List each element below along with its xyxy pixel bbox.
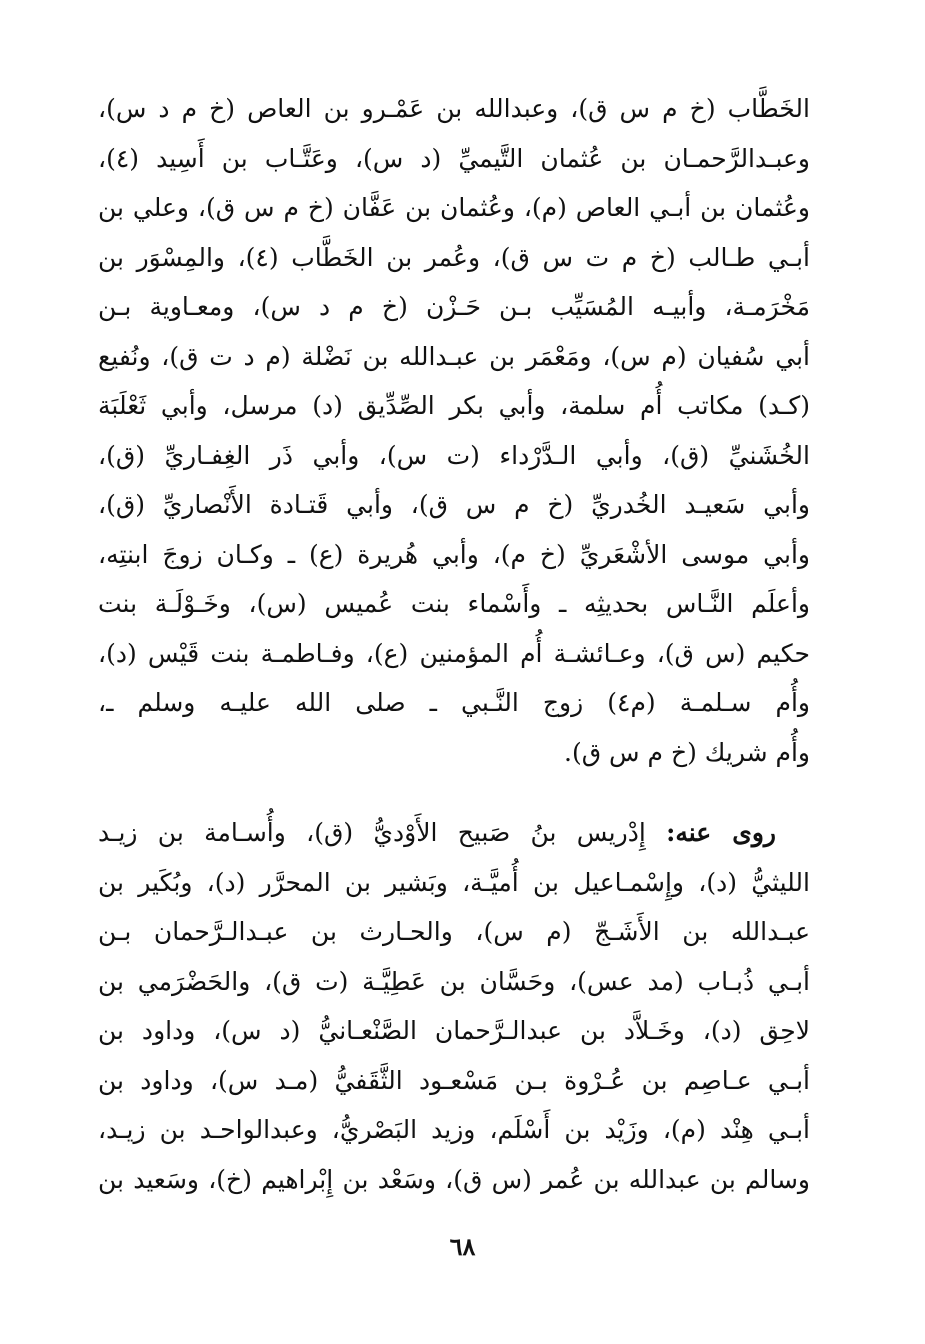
text-line: وعبـدالرَّحمـان بن عُثمان التَّيميِّ (د س)، وعَتَّـاب بن أَسِيد (٤)،	[98, 143, 810, 173]
text-line: أبي سُفيان (م س)، ومَعْمَر بن عبـدالله بن نَضْلة (م د ت ق)، ونُفيع	[98, 341, 810, 371]
text-line: الليثيُّ (د)، وإِسْمـاعيل بن أُميَّـة، وبَشير بن المحرَّر (د)، وبُكَير بن	[98, 867, 810, 897]
text-line: مَخْرَمـة، وأبيـه المُسَيِّب بـن حَـزْن (خ م د س)، ومعـاوية بـن	[98, 292, 810, 321]
text-line: وأُم شريك (خ م س ق).	[564, 737, 810, 767]
text-line: حكيم (س ق)، وعـائشـة أُم المؤمنين (ع)، وفـاطمـة بنت قَيْس (د)،	[98, 638, 810, 668]
text-line: أبـي هِنْد (م)، وزَيْد بن أَسْلَم، وزيد البَصْريُّ، وعبدالواحـد بن زيـد،	[98, 1115, 810, 1144]
text-line: (كـد) مكاتب أُم سلمة، وأبي بكر الصِّدِّيق (د) مرسل، وأبي ثَعْلَبَة	[98, 391, 810, 420]
text-line: وأُم سـلمـة (م٤) زوج النَّـبي ـ صلى الله عليـه وسلم ـ،	[98, 688, 810, 717]
text-line: عبـدالله بن الأَشَـجّ (م س)، والحـارث بن عبـدالـرَّحمان بـن	[98, 917, 810, 946]
page-number: ٦٨	[449, 1232, 476, 1261]
section-lead-label: روى عنه:	[666, 818, 776, 847]
text-line: وسالم بن عبدالله بن عُمر (س ق)، وسَعْد بن إِبْراهيم (خ)، وسَعيد بن	[98, 1164, 810, 1194]
narrated-by-paragraph	[98, 808, 810, 1204]
text-line: وعُثمان بن أبـي العاص (م)، وعُثمان بن عَفَّان (خ م س ق)، وعلي بن	[98, 193, 810, 222]
text-line: لاحِق (د)، وخَـلاَّد بن عبدالـرَّحمان الصَّنْعـانيُّ (د س)، وداود بن	[98, 1016, 810, 1045]
text-line: وأبي سَعيـد الخُدريِّ (خ م س ق)، وأبي قَتـادة الأَنْصاريِّ (ق)،	[98, 490, 810, 519]
first-line-text: إِدْريس بنُ صَبيح الأَوْديُّ (ق)، وأُسـامة بن زيـد	[98, 818, 667, 847]
text-line: الخَطَّاب (خ م س ق)، وعبدالله بن عَمْـرو بن العاص (خ م د س)،	[98, 94, 810, 123]
narrators-from-paragraph	[98, 84, 810, 777]
text-line-first	[98, 808, 810, 858]
text-line: أبـي طـالب (خ م ت س ق)، وعُمر بن الخَطَّاب (٤)، والمِسْوَر بن	[98, 242, 810, 272]
text-line: الخُشَنيِّ (ق)، وأبي الـدَّرْداء (ت س)، وأبي ذَر الغِفـاريِّ (ق)،	[98, 440, 810, 470]
text-line: أبـي عـاصِم بن عُـرْوة بـن مَسْعـود الثَّقَفيُّ (مـد س)، وداود بن	[98, 1065, 810, 1095]
text-line: وأبي موسى الأشْعَريِّ (خ م)، وأبي هُريرة (ع) ـ وكـان زوجَ ابنتِه،	[98, 539, 810, 569]
text-line: وأعلَم النَّـاس بحديثِه ـ وأَسْماء بنت عُميس (س)، وخَـوْلَـة بنت	[98, 589, 810, 618]
text-line: أبـي ذُبـاب (مد عس)، وحَسَّان بن عَطِيَّـة (ت ق)، والحَضْرَمي بن	[98, 966, 810, 996]
